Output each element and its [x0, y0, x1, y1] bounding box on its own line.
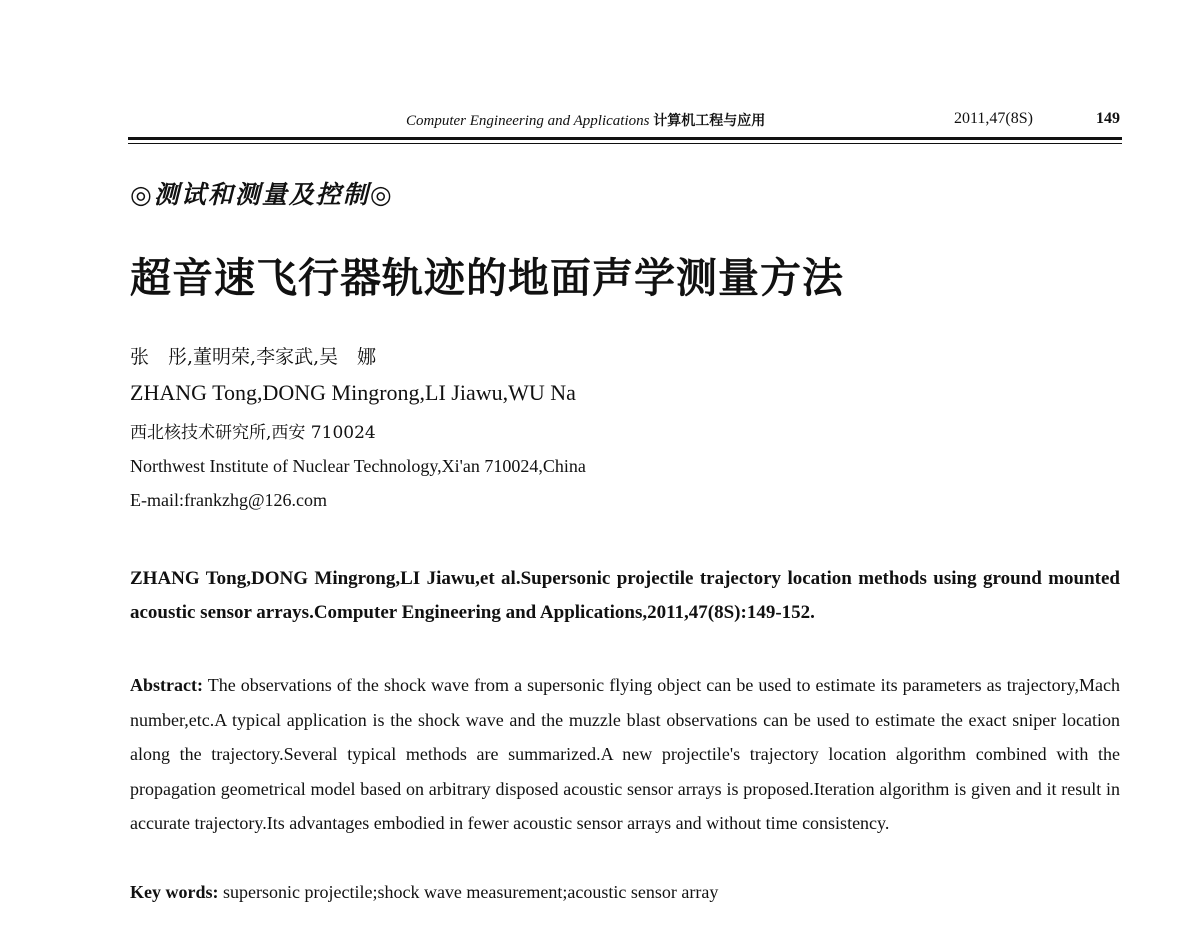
- journal-name-en: Computer Engineering and Applications: [406, 113, 650, 129]
- author-email: E-mail:frankzhg@126.com: [130, 490, 328, 510]
- keywords-block: [130, 882, 1120, 903]
- abstract-label: Abstract:: [130, 675, 203, 695]
- authors-chinese: 张 彤,董明荣,李家武,吴 娜: [130, 346, 377, 368]
- running-header: [128, 108, 1122, 136]
- affiliation-english: Northwest Institute of Nuclear Technology,Xi'an 710024,China: [130, 456, 586, 476]
- keywords-label: Key words:: [130, 882, 219, 902]
- abstract-block: [130, 668, 1120, 841]
- affiliation-chinese: 西北核技术研究所,西安 710024: [130, 423, 376, 443]
- authors-english: ZHANG Tong,DONG Mingrong,LI Jiawu,WU Na: [130, 380, 576, 405]
- volume-issue: 2011,47(8S): [954, 110, 1033, 127]
- journal-name: [406, 110, 765, 130]
- journal-name-cn: 计算机工程与应用: [653, 113, 766, 129]
- header-rule-thin: [128, 143, 1122, 144]
- section-heading: ◎测试和测量及控制◎: [130, 180, 394, 209]
- paper-title: 超音速飞行器轨迹的地面声学测量方法: [130, 254, 844, 302]
- header-rule-thick: [128, 137, 1122, 140]
- citation-block: ZHANG Tong,DONG Mingrong,LI Jiawu,et al.Supersonic projectile trajectory location methods using ground mounted acoustic sensor arrays.Computer Engineering and Applications,2011,47(8S):149-152.: [130, 568, 1120, 623]
- page-number: 149: [1096, 110, 1120, 127]
- keywords-text: supersonic projectile;shock wave measurement;acoustic sensor array: [223, 882, 719, 902]
- abstract-text: The observations of the shock wave from a supersonic flying object can be used to estimate its parameters as trajectory,Mach number,etc.A typical application is the shock wave and the muzzle blast observations can be used to estimate the exact sniper location along the trajectory.Several typical methods are summarized.A new projectile's trajectory location algorithm combined with the propagation geometrical model based on arbitrary disposed acoustic sensor arrays is proposed.Iteration algorithm is given and it result in accurate trajectory.Its advantages embodied in fewer acoustic sensor arrays and without time consistency.: [130, 675, 1120, 833]
